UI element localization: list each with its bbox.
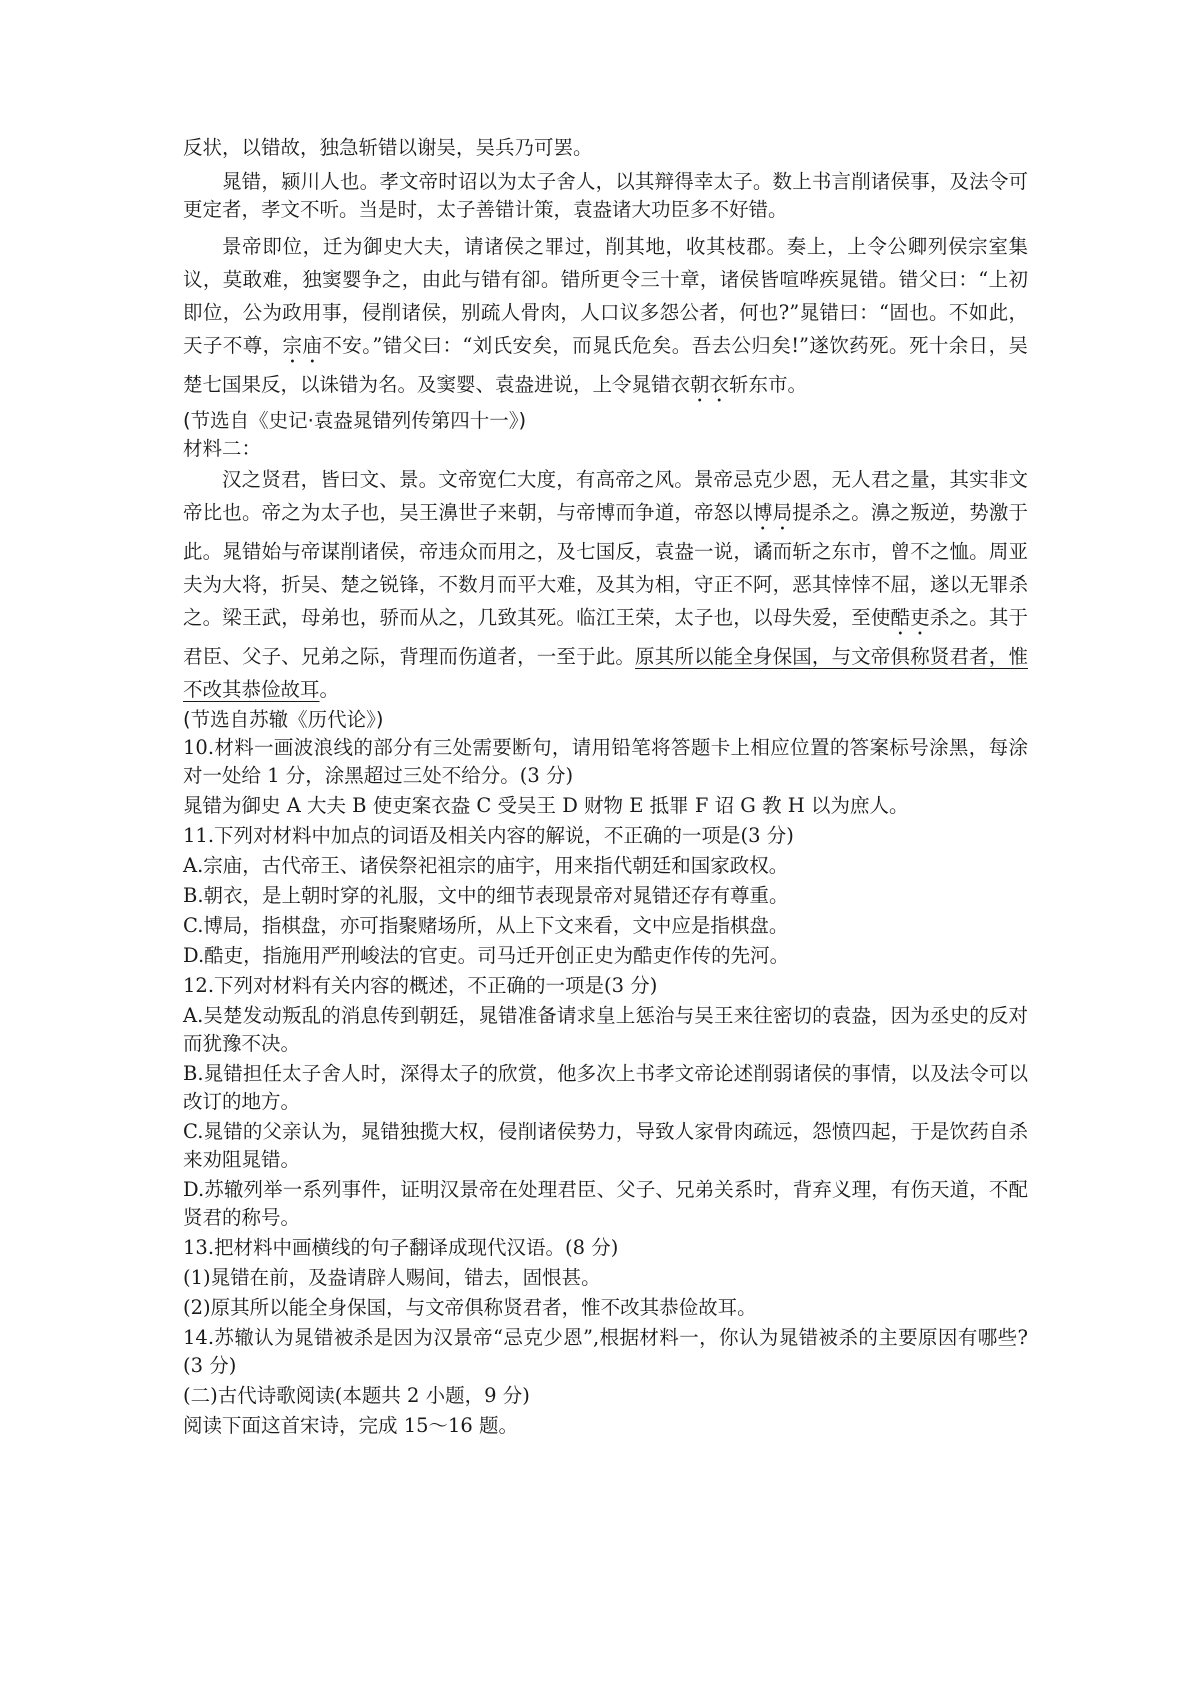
option-11-a: A.宗庙，古代帝王、诸侯祭祀祖宗的庙宇，用来指代朝廷和国家政权。 (183, 854, 789, 877)
material-2-heading: 材料二： (183, 437, 262, 460)
option-11-c: C.博局，指棋盘，亦可指聚赌场所，从上下文来看，文中应是指棋盘。 (183, 914, 789, 937)
underlined-sentence: 原其所以能全身保国，与文帝俱称贤君者，惟不改其恭俭故耳 (183, 645, 1028, 701)
question-14: 14.苏辙认为晁错被杀是因为汉景帝“忌克少恩”,根据材料一，你认为晁错被杀的主要原因有哪些?(3 分) (183, 1326, 1028, 1377)
paragraph-chaocuo-bio: 晁错，颍川人也。孝文帝时诏以为太子舍人，以其辩得幸太子。数上书言削诸侯事，及法令可更定者，孝文不听。当是时，太子善错计策，袁盎诸大功臣多不好错。 (183, 170, 1028, 221)
question-13-2: (2)原其所以能全身保国，与文帝俱称贤君者，惟不改其恭俭故耳。 (183, 1296, 757, 1319)
option-11-d: D.酷吏，指施用严刑峻法的官吏。司马迁开创正史为酷吏作传的先河。 (183, 944, 790, 967)
text-line: 反状，以错故，独急斩错以谢吴，吴兵乃可罢。 (183, 136, 593, 159)
option-12-a: A.吴楚发动叛乱的消息传到朝廷，晁错准备请求皇上惩治与吴王来往密切的袁盎，因为丞史的反对而犹豫不决。 (183, 1004, 1028, 1055)
option-12-c: C.晁错的父亲认为，晁错独揽大权，侵削诸侯势力，导致人家骨肉疏远，怨愤四起，于是饮药自杀来劝阻晁错。 (183, 1120, 1028, 1171)
source-note-1: (节选自《史记·袁盎晁错列传第四十一》) (183, 409, 527, 432)
question-13: 13.把材料中画横线的句子翻译成现代汉语。(8 分) (183, 1236, 619, 1259)
option-11-b: B.朝衣，是上朝时穿的礼服，文中的细节表现景帝对晁错还存有尊重。 (183, 884, 789, 907)
paragraph-jingdi: 景帝即位，迁为御史大夫，请诸侯之罪过，削其地，收其枝郡。奏上，上令公卿列侯宗室集议，莫敢难，独窦婴争之，由此与错有卻。错所更令三十章，诸侯皆喧哗疾晁错。错父曰：“上初即位，公为政用事，侵削诸侯，别疏人骨肉，人口议多怨公者，何也?”晁错曰：“固也。不如此，天子不尊，宗庙不安。”错父曰：“刘氏安矣，而晁氏危矣。吾去公归矣!”遂饮药死。死十余日，吴楚七国果反，以诛错为名。及窦婴、袁盎进说，上令晁错衣朝衣斩东市。 (183, 235, 1028, 396)
dotted-word-chaoyi: 朝衣 (690, 373, 730, 396)
dotted-word-kuli: 酷吏 (890, 606, 930, 629)
question-10: 10.材料一画波浪线的部分有三处需要断句，请用铅笔将答题卡上相应位置的答案标号涂黑，每涂对一处给 1 分，涂黑超过三处不给分。(3 分) (183, 736, 1028, 787)
option-12-d: D.苏辙列举一系列事件，证明汉景帝在处理君臣、父子、兄弟关系时，背弃义理，有伤天道，不配贤君的称号。 (183, 1178, 1028, 1229)
dotted-word-zongmiao: 宗庙 (282, 334, 323, 357)
source-note-2: (节选自苏辙《历代论》) (183, 708, 384, 731)
section-heading-poetry: (二)古代诗歌阅读(本题共 2 小题，9 分) (183, 1384, 530, 1407)
question-13-1: (1)晁错在前，及盎请辟人赐间，错去，固恨甚。 (183, 1266, 601, 1289)
document-page (183, 134, 1028, 1440)
question-11: 11.下列对材料中加点的词语及相关内容的解说，不正确的一项是(3 分) (183, 824, 794, 847)
paragraph-material-2: 汉之贤君，皆曰文、景。文帝宽仁大度，有高帝之风。景帝忌克少恩，无人君之量，其实非文帝比也。帝之为太子也，吴王濞世子来朝，与帝博而争道，帝怒以博局提杀之。濞之叛逆，势激于此。晁错始与帝谋削诸侯，帝违众而用之，及七国反，袁盎一说，谲而斩之东市，曾不之恤。周亚夫为大将，折吴、楚之锐锋，不数月而平大难，及其为相，守正不阿，恶其悻悻不屈，遂以无罪杀之。梁王武，母弟也，骄而从之，几致其死。临江王荣，太子也，以母失爱，至使酷吏杀之。其于君臣、父子、兄弟之际，背理而伤道者，一至于此。原其所以能全身保国，与文帝俱称贤君者，惟不改其恭俭故耳。 (183, 468, 1028, 701)
question-12: 12.下列对材料有关内容的概述，不正确的一项是(3 分) (183, 974, 658, 997)
question-10-text: 晁错为御史 A 大夫 B 使吏案衣盎 C 受吴王 D 财物 E 抵罪 F 诏 G 教 H 以为庶人。 (183, 794, 909, 817)
instruction-poetry: 阅读下面这首宋诗，完成 15～16 题。 (183, 1414, 519, 1437)
dotted-word-boju: 博局 (752, 501, 793, 524)
questions-section (183, 734, 1028, 1440)
option-12-b: B.晁错担任太子舍人时，深得太子的欣赏，他多次上书孝文帝论述削弱诸侯的事情，以及法令可以改订的地方。 (183, 1062, 1028, 1113)
